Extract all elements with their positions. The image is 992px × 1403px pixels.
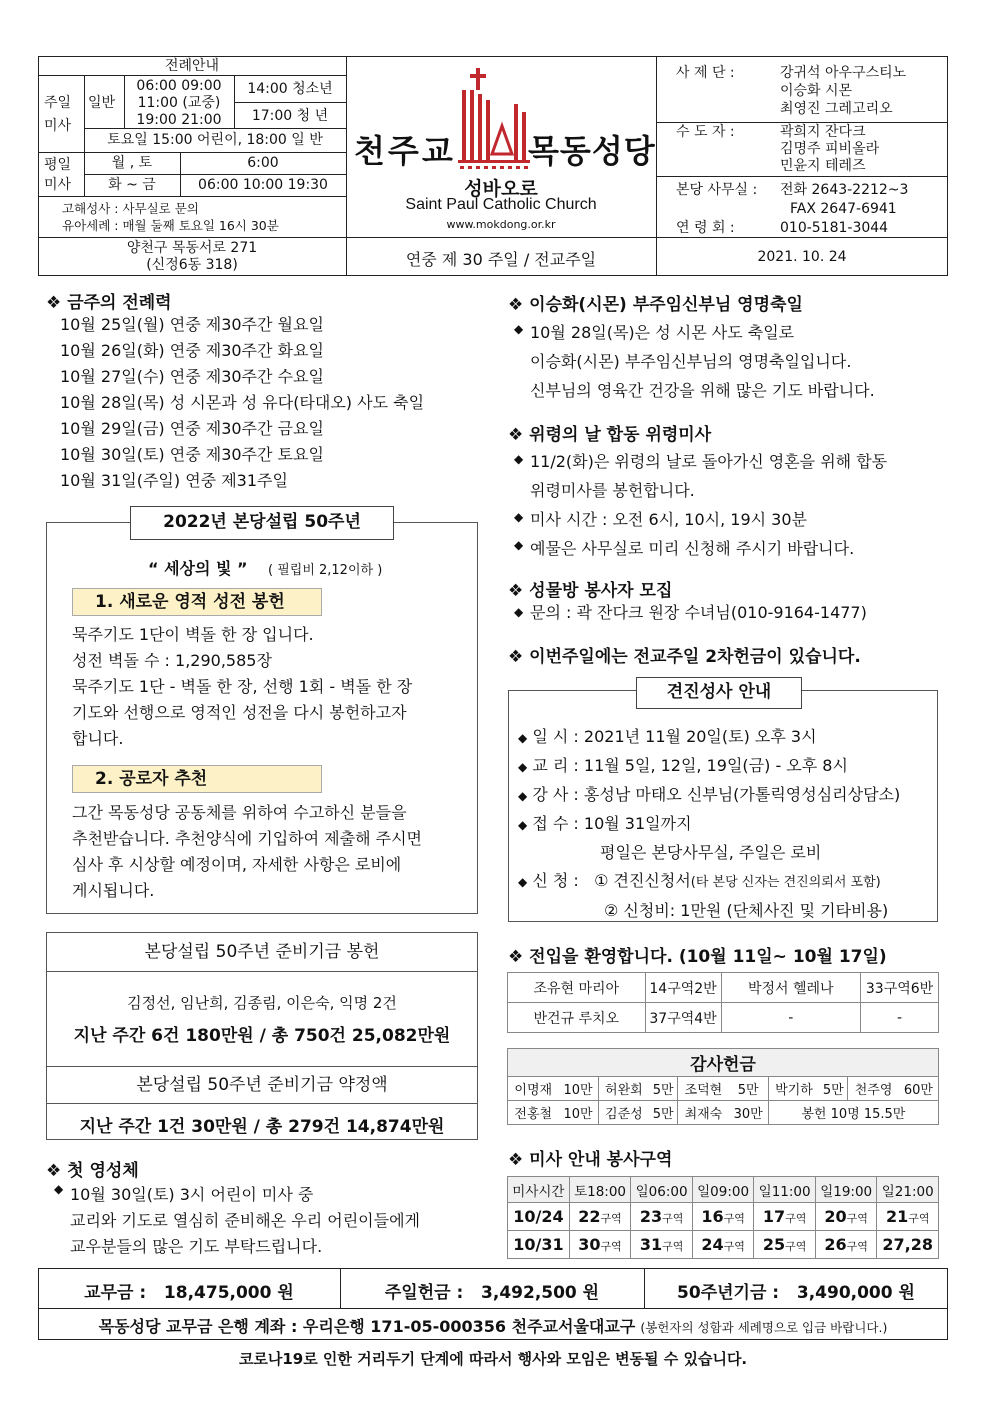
- table-cell: 최재숙: [678, 1101, 729, 1125]
- confession-info: 고해성사 : 사무실로 문의: [62, 201, 199, 216]
- table-header: 토18:00: [569, 1177, 631, 1203]
- table-cell: 20구역: [815, 1203, 877, 1231]
- table-cell: 16구역: [692, 1203, 754, 1231]
- requiem-text: [530, 447, 887, 563]
- calendar-item: 10월 28일(목) 성 시몬과 성 유다(타대오) 사도 축일: [60, 393, 425, 412]
- table-cell: 5만: [649, 1101, 678, 1125]
- funeral-label: 연 령 회 :: [676, 220, 735, 236]
- church-logo-icon: [458, 64, 530, 172]
- pledge-summary: 지난 주간 1건 30만원 / 총 279건 14,874만원: [79, 1117, 445, 1137]
- table-cell: 조유현 마리아: [508, 973, 646, 1003]
- table-cell: 23구역: [631, 1203, 693, 1231]
- weekday-label: 평일: [44, 157, 72, 173]
- confirmation-date-row: ◆ 일 시 : 2021년 11월 20일(토) 오후 3시: [518, 727, 817, 746]
- confirmation-class-row: ◆ 교 리 : 11월 5일, 12일, 19일(금) - 오후 8시: [518, 756, 848, 775]
- thanks-total: 봉헌 10명 15.5만: [768, 1101, 938, 1125]
- table-header: 일21:00: [877, 1177, 939, 1203]
- calendar-item: 10월 25일(월) 연중 제30주간 월요일: [60, 315, 324, 334]
- office-label: 본당 사무실 :: [676, 182, 758, 198]
- calendar-item: 10월 27일(수) 연중 제30주간 수요일: [60, 367, 324, 386]
- table-cell: 허완회: [598, 1077, 649, 1101]
- calendar-item: 10월 26일(화) 연중 제30주간 화요일: [60, 341, 324, 360]
- table-row: [508, 1077, 939, 1101]
- office-fax: FAX 2647-6941: [790, 201, 897, 217]
- feast-line: 신부님의 영육간 건강을 위해 많은 기도 바랍니다.: [530, 381, 875, 400]
- saturday-mass: 토요일 15:00 어린이, 18:00 일 반: [107, 132, 323, 148]
- table-cell: 김준성: [598, 1101, 649, 1125]
- tue-fri-label: 화 ~ 금: [108, 177, 156, 193]
- table-cell: 10만: [559, 1101, 599, 1125]
- confirmation-list: [518, 723, 900, 925]
- table-row: [508, 1049, 939, 1077]
- sub2-line: 심사 후 시상할 예정이며, 자세한 사항은 로비에: [72, 855, 402, 874]
- logo-right-text: 목동성당: [528, 132, 656, 170]
- confirmation-receipt-row: ◆ 접 수 : 10월 31일까지: [518, 814, 692, 833]
- table-cell: 21구역: [877, 1203, 939, 1231]
- service-title: ❖ 미사 안내 봉사구역: [508, 1150, 673, 1170]
- mon-sat-time: 6:00: [247, 155, 279, 171]
- table-row: [508, 973, 939, 1003]
- anniversary-sub2-text: [72, 800, 422, 904]
- requiem-line: 11/2(화)은 위령의 날로 돌아가신 영혼을 위해 합동: [530, 452, 888, 471]
- feast-title: ❖ 이승화(시몬) 부주임신부님 영명축일: [508, 295, 803, 315]
- table-cell: 천주영: [848, 1077, 899, 1101]
- table-cell: 5만: [819, 1077, 848, 1101]
- table-row: [508, 1177, 939, 1203]
- table-row: [508, 1231, 939, 1259]
- bullet-icon: ◆: [514, 322, 524, 336]
- schedule-title: 전례안내: [164, 58, 220, 74]
- table-cell: 박정서 헬레나: [721, 973, 861, 1003]
- general-label: 일반: [88, 95, 116, 111]
- anniversary-sub1: 1. 새로운 영적 성전 봉헌: [72, 588, 322, 616]
- anniversary-tag: 2022년 본당설립 50주년: [130, 506, 394, 540]
- sister-1: 곽희지 잔다크: [780, 124, 866, 140]
- thanks-table: [507, 1048, 939, 1125]
- bullet-icon: ◆: [514, 605, 524, 619]
- table-header: 일11:00: [754, 1177, 816, 1203]
- bullet-icon: ◆: [54, 1182, 64, 1196]
- requiem-line: 위령미사를 봉헌합니다.: [530, 481, 695, 500]
- table-cell: 전홍철: [508, 1101, 559, 1125]
- requiem-title: ❖ 위령의 날 합동 위령미사: [508, 425, 712, 445]
- anniversary-sub1-text: [72, 622, 412, 752]
- weekday-label-2: 미사: [44, 177, 72, 193]
- welcome-title: ❖ 전입을 환영합니다. (10월 11일~ 10월 17일): [508, 947, 887, 967]
- first-communion-title: ❖ 첫 영성체: [46, 1161, 139, 1181]
- volunteer-title: ❖ 성물방 봉사자 모집: [508, 581, 673, 601]
- feast-text: [530, 318, 875, 405]
- patron-name: 성바오로: [464, 178, 538, 200]
- thanks-title: 감사헌금: [508, 1049, 939, 1077]
- feast-line: 이승화(시몬) 부주임신부님의 영명축일입니다.: [530, 352, 852, 371]
- fund-title: 본당설립 50주년 준비기금 봉헌: [46, 932, 478, 972]
- confirmation-apply-row-2: ② 신청비: 1만원 (단체사진 및 기타비용): [604, 901, 889, 920]
- table-cell: 조덕현: [678, 1077, 729, 1101]
- table-cell: 17구역: [754, 1203, 816, 1231]
- table-row: [508, 1203, 939, 1231]
- sub1-line: 합니다.: [72, 729, 124, 748]
- first-communion-line: 교우분들의 많은 기도 부탁드립니다.: [70, 1237, 323, 1256]
- fund-summary: 지난 주간 6건 180만원 / 총 750건 25,082만원: [73, 1026, 451, 1046]
- bullet-icon: ◆: [514, 538, 524, 552]
- mon-sat-label: 월 , 토: [111, 155, 153, 171]
- table-cell: 60만: [899, 1077, 939, 1101]
- sisters-label: 수 도 자 :: [676, 124, 735, 140]
- table-cell: 14구역2반: [645, 973, 721, 1003]
- sunday-time-3: 19:00 21:00: [136, 112, 222, 128]
- sunday-label: 주일: [44, 95, 72, 111]
- parish-due: 교무금 : 18,475,000 원: [84, 1283, 294, 1303]
- second-collection-notice: ❖ 이번주일에는 전교주일 2차헌금이 있습니다.: [508, 647, 861, 667]
- table-header: 일09:00: [692, 1177, 754, 1203]
- table-row: [508, 1003, 939, 1033]
- feast-line: 10월 28일(목)은 성 시몬 사도 축일로: [530, 323, 795, 342]
- requiem-line: 미사 시간 : 오전 6시, 10시, 19시 30분: [530, 510, 807, 529]
- volunteer-line: 문의 : 곽 잔다크 원장 수녀님(010-9164-1477): [530, 603, 867, 622]
- anniversary-sub2: 2. 공로자 추천: [72, 765, 322, 793]
- sunday-time-1: 06:00 09:00: [136, 78, 222, 94]
- table-cell: 24구역: [692, 1231, 754, 1259]
- table-cell: 25구역: [754, 1231, 816, 1259]
- table-cell: 30구역: [569, 1231, 631, 1259]
- fund-donors: 김정선, 임난희, 김종림, 이은숙, 익명 2건: [127, 994, 397, 1012]
- sub2-line: 게시됩니다.: [72, 881, 155, 900]
- calendar-item: 10월 29일(금) 연중 제30주간 금요일: [60, 419, 324, 438]
- tue-fri-time: 06:00 10:00 19:30: [198, 177, 328, 193]
- anniversary-fund-total: 50주년기금 : 3,490,000 원: [677, 1283, 915, 1303]
- table-cell: 5만: [729, 1077, 769, 1101]
- sub1-line: 묵주기도 1단 - 벽돌 한 장, 선행 1회 - 벽돌 한 장: [72, 677, 413, 696]
- calendar-item: 10월 31일(주일) 연중 제31주일: [60, 471, 288, 490]
- pledge-title: 본당설립 50주년 준비기금 약정액: [46, 1066, 478, 1104]
- welcome-table: [507, 972, 939, 1033]
- first-communion-text: [70, 1182, 420, 1260]
- sister-3: 민윤지 테레즈: [780, 158, 866, 174]
- address-line-1: 양천구 목동서로 271: [126, 240, 258, 256]
- first-communion-line: 10월 30일(토) 3시 어린이 미사 중: [70, 1185, 314, 1204]
- sunday-offering: 주일헌금 : 3,492,500 원: [384, 1283, 600, 1303]
- confirmation-receipt-row-2: 평일은 본당사무실, 주일은 로비: [600, 843, 822, 862]
- sub1-line: 묵주기도 1단이 벽돌 한 장 입니다.: [72, 625, 314, 644]
- bulletin-date: 2021. 10. 24: [757, 249, 847, 265]
- table-cell: -: [721, 1003, 861, 1033]
- table-cell: 22구역: [569, 1203, 631, 1231]
- young-adult-mass: 17:00 청 년: [251, 108, 329, 124]
- sister-2: 김명주 피비올라: [780, 141, 880, 157]
- table-cell: 10만: [559, 1077, 599, 1101]
- table-cell: 박기하: [768, 1077, 819, 1101]
- table-cell: 27,28: [877, 1231, 939, 1259]
- table-row: [508, 1101, 939, 1125]
- youth-mass: 14:00 청소년: [247, 81, 333, 97]
- office-tel: 전화 2643-2212~3: [780, 182, 909, 198]
- table-cell: 33구역6반: [861, 973, 939, 1003]
- table-header: 일06:00: [631, 1177, 693, 1203]
- sub1-line: 성전 벽돌 수 : 1,290,585장: [72, 651, 272, 670]
- first-communion-line: 교리와 기도로 열심히 준비해온 우리 어린이들에게: [70, 1211, 421, 1230]
- logo-left-text: 천주교: [354, 132, 456, 170]
- calendar-item: 10월 30일(토) 연중 제30주간 토요일: [60, 445, 324, 464]
- priest-3: 최영진 그레고리오: [780, 101, 893, 117]
- anniversary-quote-ref: ( 필립비 2,12이하 ): [268, 563, 383, 578]
- table-cell: 26구역: [815, 1231, 877, 1259]
- table-cell: 37구역4반: [645, 1003, 721, 1033]
- funeral-tel: 010-5181-3044: [780, 220, 889, 236]
- calendar-title: ❖ 금주의 전례력: [46, 293, 172, 313]
- priest-2: 이승화 시몬: [780, 83, 853, 99]
- english-church-name: Saint Paul Catholic Church: [405, 196, 597, 213]
- table-cell: 5만: [649, 1077, 678, 1101]
- table-cell: 10/24: [508, 1203, 570, 1231]
- calendar-list: [60, 312, 424, 494]
- bank-account: 목동성당 교무금 은행 계좌 : 우리은행 171-05-000356 천주교서울대교구 (봉헌자의 성함과 세례명으로 입금 바랍니다.): [98, 1317, 888, 1336]
- table-cell: 이명재: [508, 1077, 559, 1101]
- priest-1: 강귀석 아우구스티노: [780, 65, 907, 81]
- sunday-title: 연중 제 30 주일 / 전교주일: [405, 250, 597, 269]
- requiem-line: 예물은 사무실로 미리 신청해 주시기 바랍니다.: [530, 539, 855, 558]
- sunday-time-2: 11:00 (교중): [137, 95, 221, 111]
- covid-notice: 코로나19로 인한 거리두기 단계에 따라서 행사와 모임은 변동될 수 있습니다.: [238, 1350, 748, 1368]
- table-cell: 31구역: [631, 1231, 693, 1259]
- table-header: 미사시간: [508, 1177, 570, 1203]
- confirmation-lecturer-row: ◆ 강 사 : 홍성남 마태오 신부님(가톨릭영성심리상담소): [518, 785, 901, 804]
- website: www.mokdong.or.kr: [446, 218, 556, 231]
- table-header: 일19:00: [815, 1177, 877, 1203]
- sub2-line: 추천받습니다. 추천양식에 기입하여 제출해 주시면: [72, 829, 423, 848]
- address-line-2: (신정6동 318): [146, 257, 238, 273]
- table-cell: 반건규 루치오: [508, 1003, 646, 1033]
- bullet-icon: ◆: [514, 452, 524, 466]
- sunday-label-2: 미사: [44, 118, 72, 134]
- table-cell: -: [861, 1003, 939, 1033]
- infant-baptism-info: 유아세례 : 매월 둘째 토요일 16시 30분: [62, 218, 279, 233]
- confirmation-tag: 견진성사 안내: [636, 677, 802, 709]
- priests-label: 사 제 단 :: [676, 65, 735, 81]
- confirmation-apply-row: ◆ 신 청 : ① 견진신청서(타 본당 신자는 견진의뢰서 포함): [518, 871, 881, 890]
- service-table: [507, 1176, 939, 1259]
- sub1-line: 기도와 선행으로 영적인 성전을 다시 봉헌하고자: [72, 703, 407, 722]
- table-cell: 30만: [729, 1101, 769, 1125]
- bullet-icon: ◆: [514, 510, 524, 524]
- anniversary-quote: “ 세상의 빛 ”: [148, 559, 248, 578]
- table-cell: 10/31: [508, 1231, 570, 1259]
- sub2-line: 그간 목동성당 공동체를 위하여 수고하신 분들을: [72, 803, 407, 822]
